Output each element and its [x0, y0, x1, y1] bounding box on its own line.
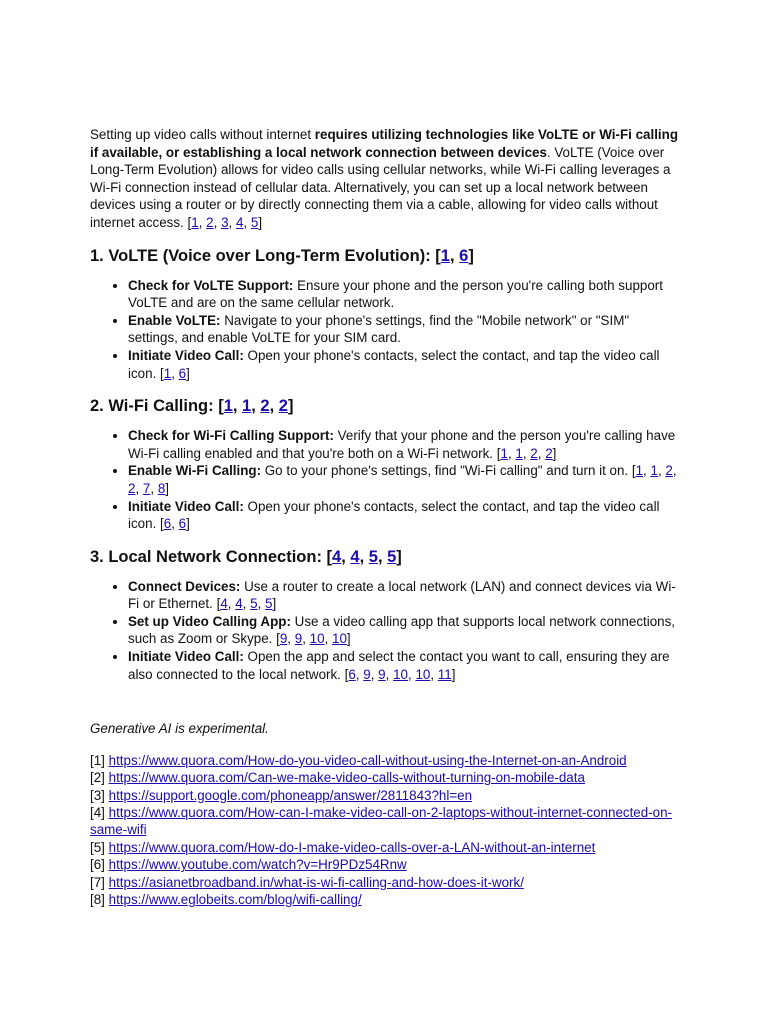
citation-link[interactable]: 1 — [515, 445, 523, 461]
section-title: 3. Local Network Connection: — [90, 547, 327, 566]
citation-link[interactable]: 1 — [500, 445, 508, 461]
item-text: Open the app and select the contact you want to call, ensuring they are also connected to the local network. — [128, 649, 670, 682]
citation-group: [6, 9, 9, 10, 10, 11] — [344, 666, 456, 682]
section-heading — [90, 396, 682, 417]
reference-item — [90, 769, 682, 786]
citation-link[interactable]: 6 — [178, 365, 187, 381]
citation-link[interactable]: 2 — [665, 463, 673, 479]
reference-number: [3] — [90, 787, 105, 803]
reference-item — [90, 856, 682, 873]
citation-link[interactable]: 2 — [545, 445, 553, 461]
item-label: Check for VoLTE Support: — [128, 277, 294, 293]
item-text: Use a video calling app that supports local network connections, such as Zoom or Skype. — [128, 613, 676, 647]
item-label: Enable Wi-Fi Calling: — [128, 463, 262, 479]
reference-number: [1] — [90, 752, 105, 768]
section-title: 1. VoLTE (Voice over Long-Term Evolution): — [90, 246, 436, 265]
reference-number: [4] — [90, 805, 105, 821]
citation-link[interactable]: 2 — [530, 445, 538, 461]
citation-link[interactable]: 5 — [250, 596, 258, 612]
reference-link[interactable]: https://www.quora.com/How-can-I-make-video-call-on-2-laptops-without-internet-connected-on-same-wifi — [90, 805, 673, 838]
citation-link[interactable]: 5 — [368, 547, 378, 566]
citation-link[interactable]: 4 — [220, 596, 228, 612]
citation-link[interactable]: 5 — [265, 596, 273, 612]
citation-group: [1, 6] — [160, 365, 190, 381]
list-item — [128, 427, 682, 462]
reference-link[interactable]: https://www.quora.com/How-do-I-make-video-calls-over-a-LAN-without-an-internet — [108, 839, 596, 855]
list-item — [128, 498, 682, 533]
citation-link[interactable]: 10 — [309, 631, 325, 647]
citation-link[interactable]: 5 — [250, 214, 259, 230]
citation-link[interactable]: 2 — [278, 397, 288, 416]
item-label: Connect Devices: — [128, 578, 241, 594]
reference-link[interactable]: https://www.quora.com/How-do-you-video-call-without-using-the-Internet-on-an-Android — [108, 752, 627, 768]
reference-item — [90, 804, 682, 839]
reference-number: [5] — [90, 839, 105, 855]
citation-group: [1, 1, 2, 2] — [218, 397, 294, 416]
reference-link[interactable]: https://www.eglobeits.com/blog/wifi-calling/ — [108, 892, 362, 908]
item-text: Open your phone's contacts, select the contact, and tap the video call icon. — [128, 347, 660, 381]
citation-group: [4, 4, 5, 5] — [326, 547, 402, 566]
citation-group: [1, 6] — [435, 246, 474, 265]
citation-link[interactable]: 4 — [332, 547, 342, 566]
reference-item — [90, 787, 682, 804]
citation-link[interactable]: 1 — [242, 397, 252, 416]
references — [90, 752, 682, 909]
citation-link[interactable]: 9 — [294, 631, 303, 647]
citation-group: [1, 1, 2, 2, 7, 8] — [128, 463, 677, 496]
citation-group: [1, 2, 3, 4, 5] — [187, 214, 263, 230]
item-label: Initiate Video Call: — [128, 649, 244, 665]
reference-link[interactable]: https://www.quora.com/Can-we-make-video-calls-without-turning-on-mobile-data — [108, 770, 585, 786]
citation-link[interactable]: 9 — [279, 631, 288, 647]
citation-link[interactable]: 10 — [332, 631, 347, 647]
intro-paragraph — [90, 126, 682, 232]
intro-text-rest: . VoLTE (Voice over Long-Term Evolution) allows for video calls using cellular networks, while Wi-Fi calling leverages a Wi-Fi connection instead of cellular data. Alternatively, you can set up a local network between devices using a router or by directly connecting them via a cable, allowing for video calls without internet access. — [90, 144, 671, 230]
citation-group: [4, 4, 5, 5] — [216, 596, 277, 612]
section-heading — [90, 246, 682, 267]
citation-group: [6, 6] — [160, 516, 190, 532]
reference-link[interactable]: https://support.google.com/phoneapp/answer/2811843?hl=en — [108, 787, 473, 803]
citation-link[interactable]: 6 — [459, 246, 469, 265]
citation-link[interactable]: 6 — [178, 516, 187, 532]
citation-link[interactable]: 2 — [260, 397, 270, 416]
item-label: Initiate Video Call: — [128, 498, 244, 514]
list-item — [128, 462, 682, 497]
intro-bold: requires utilizing technologies like VoLTE or Wi-Fi calling if available, or establishing a local network connection between devices — [90, 127, 678, 160]
citation-link[interactable]: 10 — [393, 666, 408, 682]
citation-group: [9, 9, 10, 10] — [276, 631, 351, 647]
citation-link[interactable]: 1 — [191, 214, 199, 230]
citation-link[interactable]: 10 — [415, 666, 431, 682]
list-item — [128, 613, 682, 648]
bullet-list — [90, 277, 682, 383]
citation-link[interactable]: 7 — [142, 480, 151, 496]
reference-link[interactable]: https://asianetbroadband.in/what-is-wi-fi-calling-and-how-does-it-work/ — [108, 874, 524, 890]
item-label: Enable VoLTE: — [128, 312, 221, 328]
list-item — [128, 312, 682, 347]
document — [90, 126, 682, 909]
citation-link[interactable]: 6 — [163, 516, 172, 532]
citation-link[interactable]: 2 — [206, 214, 214, 230]
citation-link[interactable]: 3 — [221, 214, 229, 230]
section-title: 2. Wi-Fi Calling: — [90, 397, 219, 416]
section-heading — [90, 547, 682, 568]
list-item — [128, 578, 682, 613]
citation-group: [1, 1, 2, 2] — [496, 445, 557, 461]
bullet-list — [90, 427, 682, 533]
citation-link[interactable]: 1 — [635, 463, 644, 479]
citation-link[interactable]: 2 — [128, 480, 136, 496]
item-text: Navigate to your phone's settings, find the "Mobile network" or "SIM" settings, and enable VoLTE for your SIM card. — [128, 312, 630, 346]
reference-number: [7] — [90, 874, 105, 890]
disclaimer: Generative AI is experimental. — [90, 721, 269, 737]
reference-number: [2] — [90, 770, 105, 786]
list-item — [128, 277, 682, 312]
item-text: Go to your phone's settings, find "Wi-Fi calling" and turn it on. — [261, 463, 632, 479]
citation-link[interactable]: 8 — [157, 480, 166, 496]
item-text: Ensure your phone and the person you're calling both support VoLTE and are on the same cellular network. — [128, 277, 663, 311]
bullet-list — [90, 578, 682, 684]
item-label: Check for Wi-Fi Calling Support: — [128, 428, 334, 444]
citation-link[interactable]: 9 — [363, 666, 371, 682]
reference-number: [8] — [90, 892, 105, 908]
sections — [90, 246, 682, 684]
citation-link[interactable]: 4 — [350, 547, 360, 566]
citation-link[interactable]: 1 — [163, 365, 172, 381]
reference-item — [90, 839, 682, 856]
citation-link[interactable]: 5 — [387, 547, 397, 566]
citation-link[interactable]: 4 — [235, 214, 244, 230]
reference-link[interactable]: https://www.youtube.com/watch?v=Hr9PDz54Rnw — [108, 857, 407, 873]
intro-text: Setting up video calls without internet — [90, 127, 315, 142]
reference-item — [90, 874, 682, 891]
list-item — [128, 347, 682, 382]
citation-link[interactable]: 4 — [235, 596, 243, 612]
citation-link[interactable]: 1 — [650, 463, 658, 479]
item-label: Initiate Video Call: — [128, 347, 244, 363]
reference-item — [90, 752, 682, 769]
citation-link[interactable]: 6 — [348, 666, 356, 682]
item-text: Open your phone's contacts, select the contact, and tap the video call icon. — [128, 498, 660, 532]
reference-item — [90, 891, 682, 908]
item-text: Verify that your phone and the person you're calling have Wi-Fi calling enabled and that you're both on a Wi-Fi network. — [128, 428, 676, 461]
citation-link[interactable]: 1 — [440, 246, 450, 265]
citation-link[interactable]: 11 — [437, 666, 452, 682]
citation-link[interactable]: 9 — [378, 666, 386, 682]
reference-number: [6] — [90, 857, 105, 873]
item-text: Use a router to create a local network (LAN) and connect devices via Wi-Fi or Ethernet. — [128, 578, 676, 612]
citation-link[interactable]: 1 — [223, 397, 233, 416]
item-label: Set up Video Calling App: — [128, 613, 291, 629]
list-item — [128, 648, 682, 683]
